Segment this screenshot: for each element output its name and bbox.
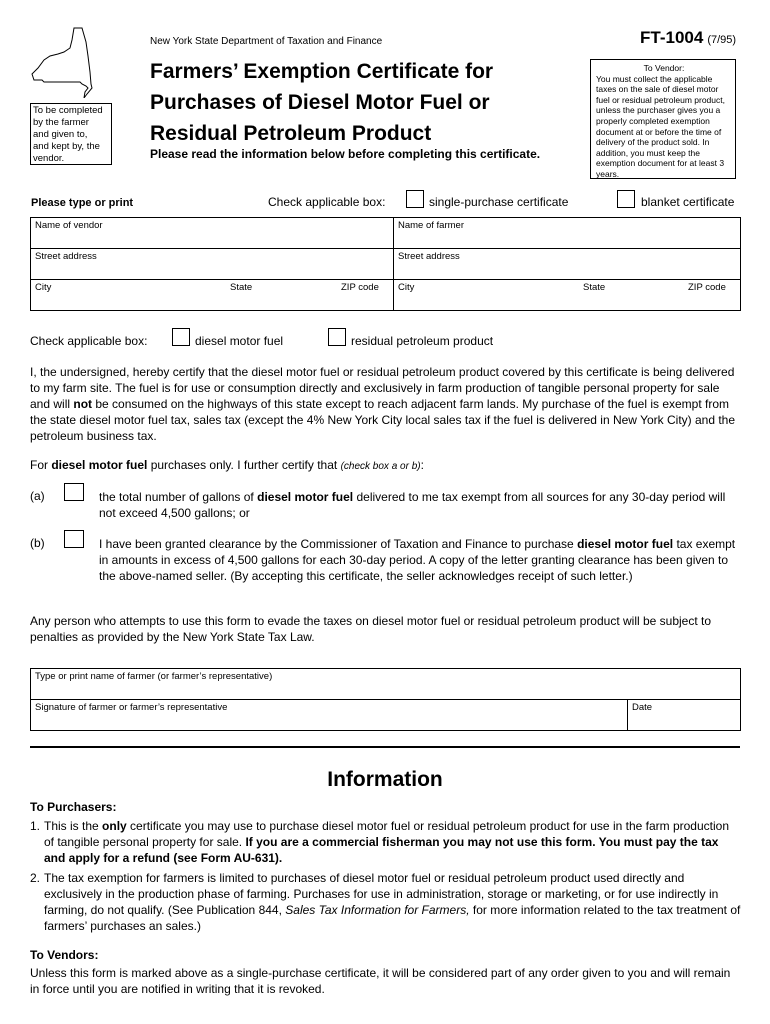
information-heading: Information <box>327 768 443 791</box>
section-divider <box>30 746 740 748</box>
farmer-name-field[interactable]: Name of farmer <box>394 218 741 249</box>
option-b-checkbox[interactable] <box>64 530 84 548</box>
signature-field[interactable]: Signature of farmer or farmer’s representative <box>31 700 628 731</box>
form-revision: (7/95) <box>707 34 737 46</box>
vendor-street-field[interactable]: Street address <box>31 249 394 280</box>
option-a-label: (a) <box>30 489 45 503</box>
parties-table <box>30 217 741 311</box>
purchasers-heading: To Purchasers: <box>30 800 117 814</box>
residual-petroleum-checkbox[interactable] <box>328 328 346 346</box>
vendors-paragraph: Unless this form is marked above as a single-purchase certificate, it will be considered part of any order given to you and will remain in force until you are notified in writing that it is revoked. <box>30 966 731 996</box>
option-a-text: the total number of gallons of diesel motor fuel delivered to me tax exempt from all sources for any 30-day period will not exceed 4,500 gallons; or <box>99 490 726 520</box>
diesel-fuel-checkbox[interactable] <box>172 328 190 346</box>
option-b-text: I have been granted clearance by the Commissioner of Taxation and Finance to purchase diesel motor fuel tax exempt in amounts in excess of 4,500 gallons for each 30-day period. A copy of the letter granting clearance has been given to the above-named seller. (By accepting this certificate, the seller acknowledges receipt of such letter.) <box>99 537 736 583</box>
product-type-label: Check applicable box: <box>30 334 148 348</box>
blanket-certificate-label: blanket certificate <box>641 195 735 209</box>
certification-paragraph: I, the undersigned, hereby certify that the diesel motor fuel or residual petroleum product covered by this certificate is being delivered to my farm site. The fuel is for use or consumption directly and exclusively in farm production of tangible personal property for sale and will not be consumed on the highways of this state except to reach adjacent farm lands. My purchase of the fuel is exempt from the state diesel motor fuel tax, sales tax (except the 4% New York City local sales tax if the fuel is delivered in New York City) and the petroleum business tax. <box>30 365 736 443</box>
vendor-city-state-zip-field[interactable]: City State ZIP code <box>31 280 394 311</box>
vendors-heading: To Vendors: <box>30 948 99 962</box>
farmer-street-field[interactable]: Street address <box>394 249 741 280</box>
department-name: New York State Department of Taxation and Finance <box>150 36 383 47</box>
single-purchase-label: single-purchase certificate <box>429 195 569 209</box>
please-type-label: Please type or print <box>31 197 134 209</box>
diesel-fuel-label: diesel motor fuel <box>195 334 284 348</box>
date-field[interactable]: Date <box>628 700 741 731</box>
option-b-label: (b) <box>30 536 45 550</box>
farmer-name-print-field[interactable]: Type or print name of farmer (or farmer’s representative) <box>31 669 741 700</box>
form-title: Farmers’ Exemption Certificate for Purchases of Diesel Motor Fuel or Residual Petroleum Product <box>150 60 494 145</box>
option-a-checkbox[interactable] <box>64 483 84 501</box>
new-york-state-map-icon <box>30 26 100 98</box>
signature-table <box>30 668 741 731</box>
vendor-name-field[interactable]: Name of vendor <box>31 218 394 249</box>
purchasers-item-1: 1. This is the only certificate you may use to purchase diesel motor fuel or residual petroleum product for use in the farm production of tangible personal property for sale. If you are a commercial fisherman you may not use this form. You must pay the tax and apply for a refund (see Form AU-631). <box>30 819 730 865</box>
form-subtitle: Please read the information below before completing this certificate. <box>150 147 541 161</box>
penalty-paragraph: Any person who attempts to use this form to evade the taxes on diesel motor fuel or residual petroleum product will be subject to penalties as provided by the New York State Tax Law. <box>30 614 712 644</box>
form-number: FT-1004 (7/95) <box>640 28 737 47</box>
vendor-note: To Vendor: You must collect the applicable taxes on the sale of diesel motor fuel or residual petroleum product, unless the purchaser gives you a properly completed exemption document at or before the time of delivery of the product sold. In addition, you must keep the exemption document for at least 3 years. <box>590 59 736 179</box>
single-purchase-checkbox[interactable] <box>406 190 424 208</box>
residual-petroleum-label: residual petroleum product <box>351 334 494 348</box>
blanket-certificate-checkbox[interactable] <box>617 190 635 208</box>
certificate-type-label: Check applicable box: <box>268 195 386 209</box>
diesel-only-paragraph: For diesel motor fuel purchases only. I further certify that (check box a or b): <box>30 458 424 472</box>
farmer-city-state-zip-field[interactable]: City State ZIP code <box>394 280 741 311</box>
purchasers-item-2: 2. The tax exemption for farmers is limited to purchases of diesel motor fuel or residual petroleum product used directly and exclusively in the production phase of farming. Purchases for use in administration, storage or marketing, or for use indirectly in farming, do not qualify. (See Publication 844, Sales Tax Information for Farmers, for more information related to the tax treatment of farmers’ purchases an sales.) <box>30 871 741 933</box>
completion-note: To be completed by the farmer and given to, and kept by, the vendor. <box>30 103 112 165</box>
